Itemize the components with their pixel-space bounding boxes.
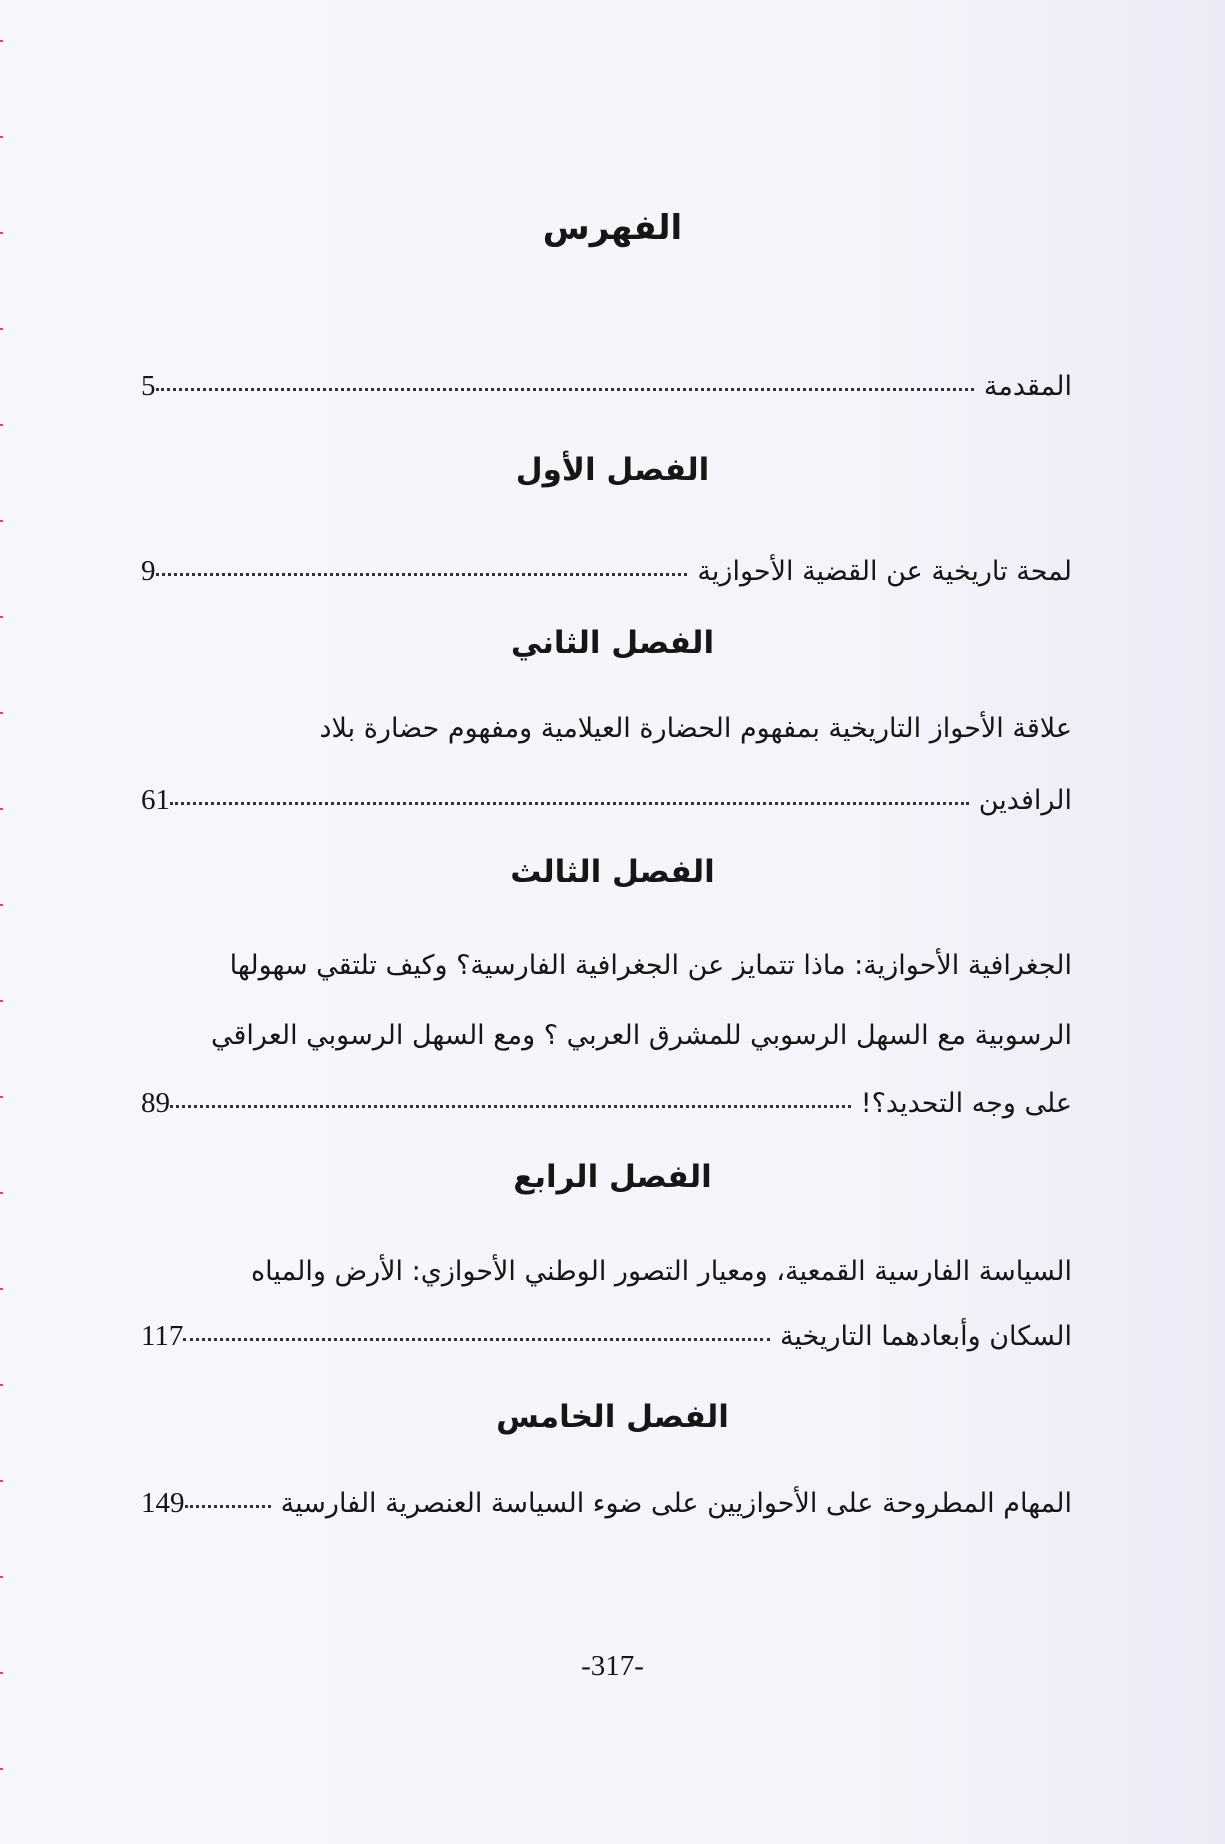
chapter-4-heading: الفصل الرابع — [513, 1159, 712, 1195]
chapter-2-heading: الفصل الثاني — [510, 625, 715, 661]
toc-entry-text: الرافدين — [978, 785, 1072, 816]
toc-entry-text: على وجه التحديد؟! — [860, 1088, 1072, 1119]
chapter-3-heading: الفصل الثالث — [510, 854, 715, 890]
dot-leader — [170, 1105, 851, 1108]
toc-entry-line: علاقة الأحواز التاريخية بمفهوم الحضارة العيلامية ومفهوم حضارة بلاد — [319, 713, 1072, 744]
toc-entry-page: 61 — [141, 784, 170, 816]
dot-leader — [185, 1505, 271, 1508]
page-number: -317- — [581, 1650, 644, 1682]
chapter-5-heading: الفصل الخامس — [496, 1399, 729, 1435]
toc-entry-page: 9 — [141, 555, 156, 587]
dot-leader — [156, 388, 974, 391]
toc-entry-page: 117 — [141, 1320, 184, 1352]
dot-leader — [183, 1338, 770, 1341]
toc-entry-line: السياسة الفارسية القمعية، ومعيار التصور الوطني الأحوازي: الأرض والمياه — [250, 1256, 1072, 1287]
toc-entry-page: 149 — [141, 1487, 185, 1519]
toc-entry-line: الرسوبية مع السهل الرسوبي للمشرق العربي ؟ ومع السهل الرسوبي العراقي — [211, 1020, 1072, 1051]
toc-entry-text: المهام المطروحة على الأحوازيين على ضوء السياسة العنصرية الفارسية — [280, 1488, 1072, 1519]
toc-entry-line: الجغرافية الأحوازية: ماذا تتمايز عن الجغرافية الفارسية؟ وكيف تلتقي سهولها — [229, 950, 1072, 981]
dot-leader — [156, 573, 688, 576]
toc-entry-chapter-4[interactable] — [141, 1320, 1072, 1353]
toc-entry-introduction[interactable] — [141, 370, 1072, 403]
toc-entry-chapter-5[interactable] — [141, 1487, 1072, 1520]
toc-entry-chapter-2[interactable] — [141, 784, 1072, 817]
toc-entry-chapter-3[interactable] — [141, 1087, 1072, 1120]
toc-entry-page: 89 — [141, 1087, 170, 1119]
dot-leader — [170, 802, 969, 805]
toc-entry-text: المقدمة — [983, 371, 1072, 402]
page-title: الفهرس — [542, 208, 683, 248]
binding-edge-marks — [0, 0, 3, 1844]
chapter-1-heading: الفصل الأول — [515, 452, 710, 488]
toc-entry-chapter-1[interactable] — [141, 555, 1072, 588]
toc-entry-page: 5 — [141, 370, 156, 402]
toc-entry-text: لمحة تاريخية عن القضية الأحوازية — [697, 556, 1072, 587]
toc-entry-text: السكان وأبعادهما التاريخية — [779, 1321, 1072, 1352]
